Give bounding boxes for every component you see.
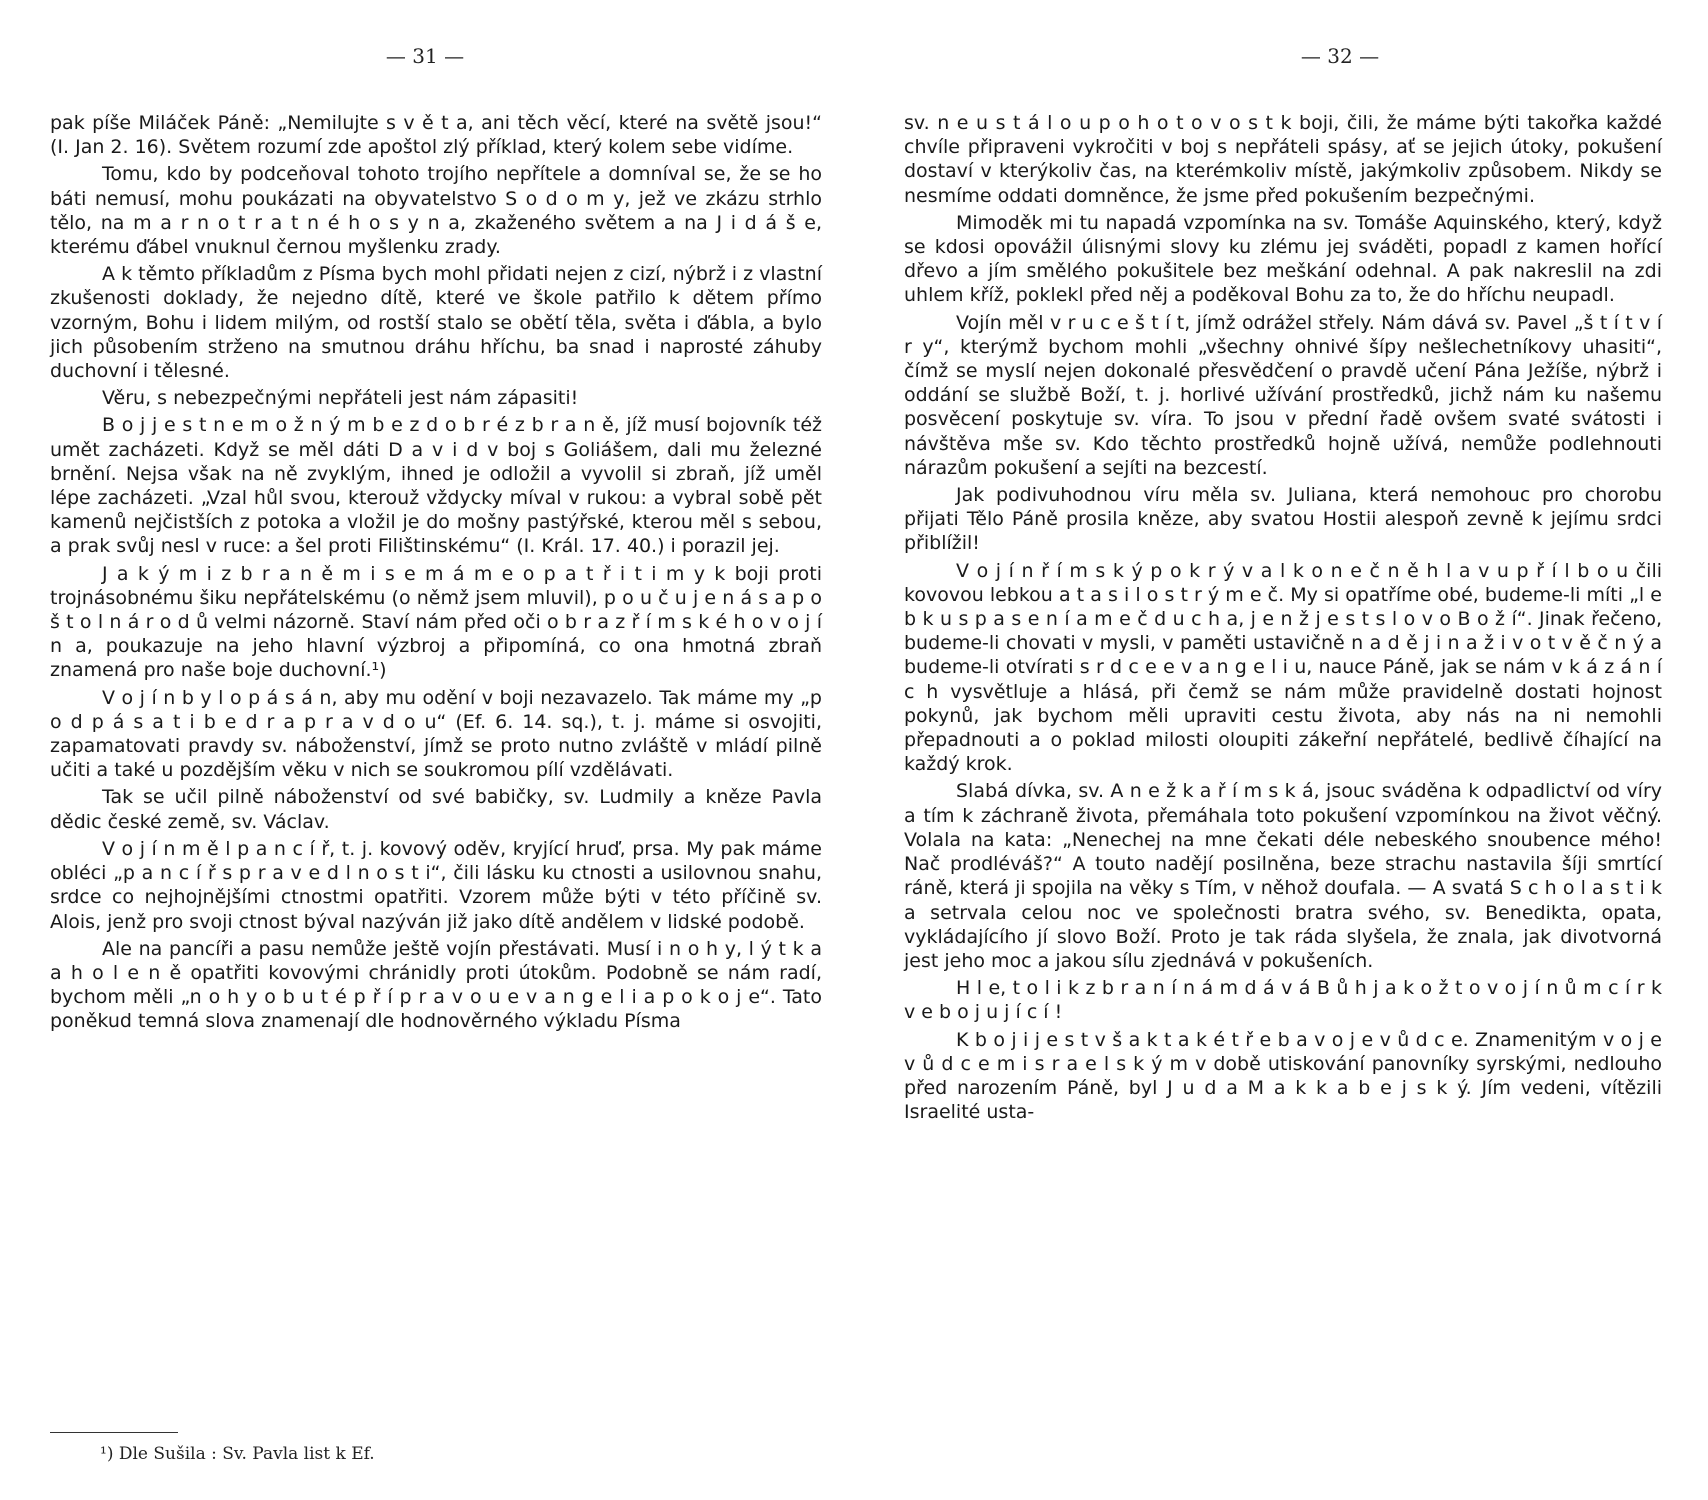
paragraph: Tomu, kdo by podceňoval tohoto trojího nepřítele a domníval se, že se ho báti nemusí, mohu poukázati na obyvatelstvo S o d o m y, jež ve zkázu strhlo tělo, na m a r n o t r a t n é h o s y n a, zkaženého světem a na J i d á š e, kterému ďábel vnuknul černou myšlenku zrady. (50, 163, 822, 259)
footnote-rule (50, 1432, 178, 1433)
paragraph: pak píše Miláček Páně: „Nemilujte s v ě t a, ani těch věcí, které na světě jsou!“ (I. Jan 2. 16). Světem rozumí zde apoštol zlý příklad, který kolem sebe vidíme. (50, 112, 822, 159)
paragraph: V o j í n ř í m s k ý p o k r ý v a l k o n e č n ě h l a v u p ř í l b o u čili kovovou lebkou a t a s i l o s t r ý m e č. My si opatříme obé, budeme-li míti „l e b k u s p a s e n í a m e č d u c h a, j e n ž j e s t s l o v o B o ž í“. Jinak řečeno, budeme-li chovati v mysli, v paměti ustavičně n a d ě j i n a ž i v o t v ě č n ý a budeme-li otvírati s r d c e e v a n g e l i u, nauce Páně, jak se nám v k á z á n í c h vysvětluje a hlásá, při čemž se nám může pravidelně dostati hojnost pokynů, jak bychom měli upraviti cestu života, aby nás na ni nemohli přepadnouti a o poklad milosti oloupiti zákeřní nepřátelé, bedlivě číhající na každý krok. (904, 559, 1662, 776)
paragraph: H l e, t o l i k z b r a n í n á m d á v á B ů h j a k o ž t o v o j í n ů m c í r k v e b o j u j í c í ! (904, 977, 1662, 1024)
paragraph: Tak se učil pilně náboženství od své babičky, sv. Ludmily a kněze Pavla dědic české země, sv. Václav. (50, 786, 822, 833)
paragraph: J a k ý m i z b r a n ě m i s e m á m e o p a t ř i t i m y k boji proti trojnásobnému šiku nepřátelskému (o němž jsem mluvil), p o u č u j e n á s a p o š t o l n á r o d ů velmi názorně. Staví nám před oči o b r a z ř í m s k é h o v o j í n a, poukazuje na jeho hlavní výzbroj a připomíná, co ona hmotná zbraň znamená pro naše boje duchovní.¹) (50, 562, 822, 682)
body-text (50, 111, 822, 1037)
paragraph: V o j í n b y l o p á s á n, aby mu odění v boji nezavazelo. Tak máme my „p o d p á s a t i b e d r a p r a v d o u“ (Ef. 6. 14. sq.), t. j. máme si osvojiti, zapamatovati pravdy sv. náboženství, jímž se proto nutno zvláště v mládí pilně učiti a také u pozdějším věku v nich se soukromou pílí vzdělávati. (50, 686, 822, 782)
footnote: ¹) Dle Sušila : Sv. Pavla list k Ef. (100, 1444, 375, 1464)
paragraph: A k těmto příkladům z Písma bych mohl přidati nejen z cizí, nýbrž i z vlastní zkušenosti doklady, že nejedno dítě, které ve škole patřilo k dětem přímo vzorným, Bohu i lidem milým, od rostší stalo se obětí těla, světa i ďábla, a bylo jich působením strženo na smutnou dráhu hříchu, ba snad i naprosté záhuby duchovní i tělesné. (50, 263, 822, 383)
paragraph: Vojín měl v r u c e š t í t, jímž odrážel střely. Nám dává sv. Pavel „š t í t v í r y“, kterýmž bychom mohli „všechny ohnivé šípy nešlechetníkovy uhasiti“, čímž se myslí nejen dokonalé přesvědčení o pravdě učení Pána Ježíše, nýbrž i oddání se službě Boží, t. j. horlivé užívání prostředků, jichž nám ku našemu posvěcení poskytuje sv. víra. To jsou v přední řadě ovšem svaté svátosti i návštěva mše sv. Kdo těchto prostředků hojně užívá, nemůže podlehnouti nárazům pokušení a sejíti na bezcestí. (904, 311, 1662, 479)
paragraph: V o j í n m ě l p a n c í ř, t. j. kovový oděv, kryjící hruď, prsa. My pak máme obléci „p a n c í ř s p r a v e d l n o s t i“, čili lásku ku ctnosti a usilovnou snahu, srdce co nejhojnějšími ctnostmi opatřiti. Vzorem může býti v této příčině sv. Alois, jenž pro svoji ctnost býval nazýván již jako dítě andělem v lidské podobě. (50, 837, 822, 933)
paragraph: B o j j e s t n e m o ž n ý m b e z d o b r é z b r a n ě, jíž musí bojovník též umět zacházeti. Když se měl dáti D a v i d v boj s Goliášem, dali mu železné brnění. Nejsa však na ně zvyklým, ihned je odložil a vyvolil si zbraň, jíž uměl lépe zacházeti. „Vzal hůl svou, kterouž vždycky míval v rukou: a vybral sobě pět kamenů nejčistších z potoka a vložil je do mošny pastýřské, kterou měl s sebou, a prak svůj nesl v ruce: a šel proti Filištinskému“ (I. Král. 17. 40.) i porazil jej. (50, 414, 822, 558)
paragraph: Slabá dívka, sv. A n e ž k a ř í m s k á, jsouc sváděna k odpadlictví od víry a tím k záchraně života, přemáhala toto pokušení vzpomínkou na život věčný. Volala na kata: „Nenechej na mne čekati déle nebeského snoubence mého! Nač prodléváš?“ A touto nadějí posilněna, beze strachu nastavila šíji smrtící ráně, která ji spojila na věky s Tím, v něhož doufala. — A svatá S c h o l a s t i k a setrvala celou noc ve společnosti bratra svého, sv. Benedikta, opata, vykládajícího jí slovo Boží. Proto je tak ráda slyšela, že znala, jak divotvorná jest jeho moc a jakou sílu zjednává v pokušeních. (904, 780, 1662, 972)
body-text (904, 111, 1662, 1127)
paragraph: Mimoděk mi tu napadá vzpomínka na sv. Tomáše Aquinského, který, když se kdosi opovážil úlisnými slovy ku zlému jej sváděti, popadl z kamen hořící dřevo a jím smělého pokušitele bez meškání odehnal. A pak nakreslil na zdi uhlem kříž, poklekl před něj a poděkoval Bohu za to, že do hříchu neupadl. (904, 211, 1662, 307)
paragraph: sv. n e u s t á l o u p o h o t o v o s t k boji, čili, že máme býti takořka každé chvíle připraveni vykročiti v boj s nepřáteli spásy, ať se jejich útoky, pokušení dostaví v kterýkoliv čas, na kterémkoliv místě, jakýmkoliv způsobem. Nikdy se nesmíme oddati domněnce, že jsme před pokušením bezpečnými. (904, 112, 1662, 207)
right-page (854, 0, 1708, 1500)
paragraph: Jak podivuhodnou víru měla sv. Juliana, která nemohouc pro chorobu přijati Tělo Páně prosila kněze, aby svatou Hostii alespoň zevně k jejímu srdci přiblížil! (904, 484, 1662, 555)
page-number: — 31 — (385, 44, 465, 68)
paragraph: K b o j i j e s t v š a k t a k é t ř e b a v o j e v ů d c e. Znamenitým v o j e v ů d c e m i s r a e l s k ý m v době utiskování panovníky syrskými, nedlouho před narozením Páně, byl J u d a M a k k a b e j s k ý. Jím vedeni, vítězili Israelité usta- (904, 1028, 1662, 1124)
page-number: — 32 — (1300, 44, 1380, 68)
paragraph: Věru, s nebezpečnými nepřáteli jest nám zápasiti! (102, 387, 579, 410)
paragraph: Ale na pancíři a pasu nemůže ještě vojín přestávati. Musí i n o h y, l ý t k a a h o l e n ě opatřiti kovovými chránidly proti útokům. Podobně se nám radí, bychom měli „n o h y o b u t é p ř í p r a v o u e v a n g e l i a p o k o j e“. Tato poněkud temná slova znamenají dle hodnověrného výkladu Písma (50, 937, 822, 1033)
